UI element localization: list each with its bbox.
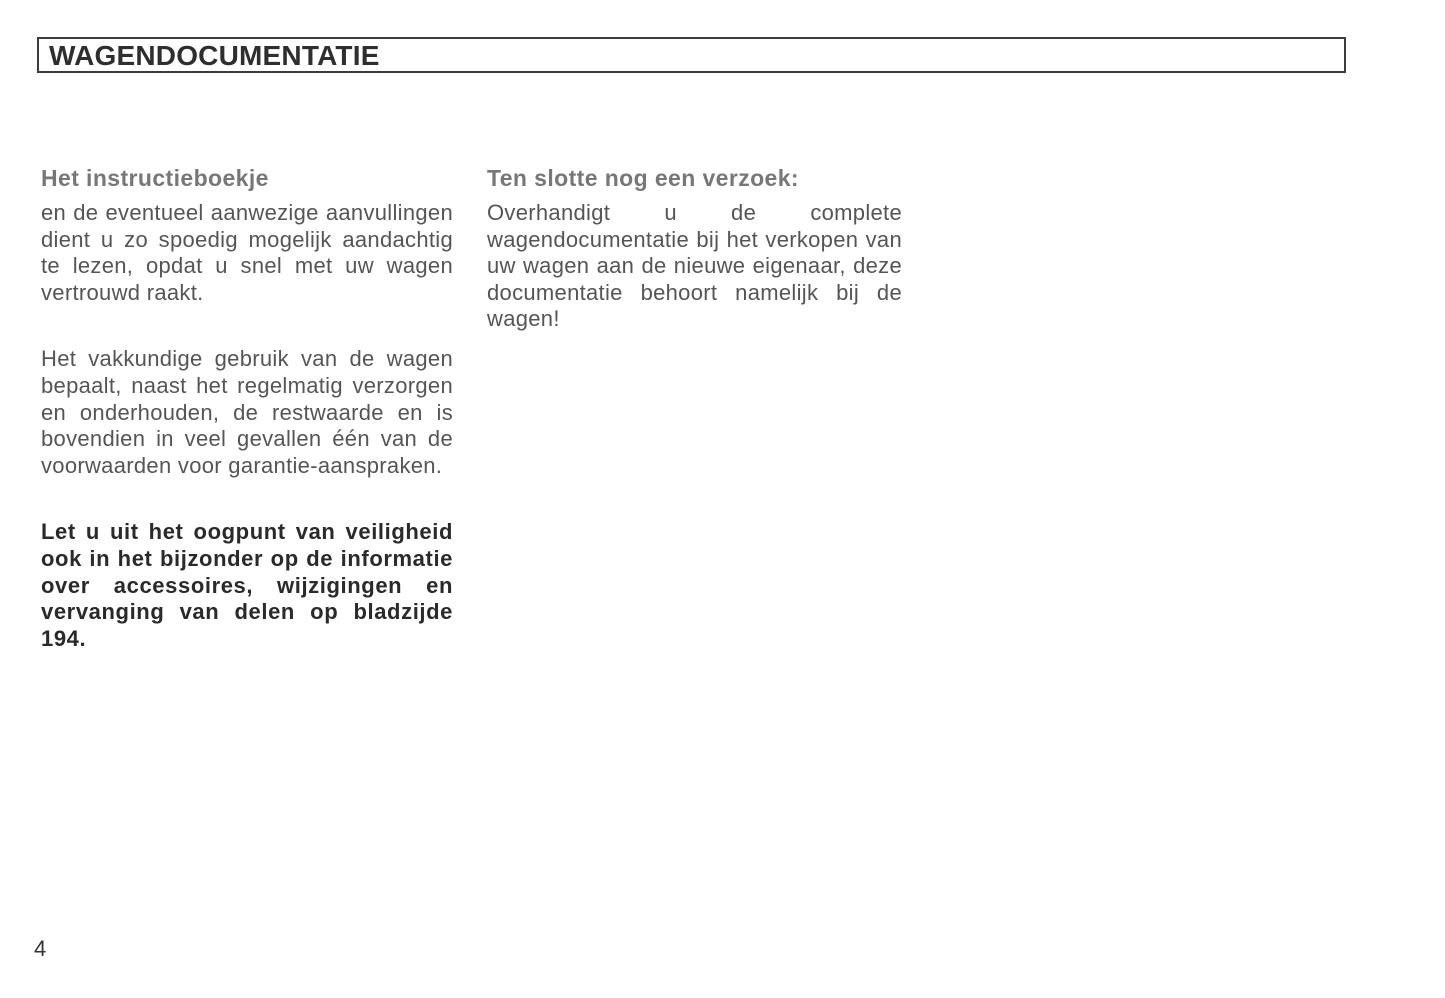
page-number: 4 [34,936,47,961]
page-header-box [37,37,1346,73]
section-heading-instruction-manual: Het instructieboekje [41,165,269,191]
section-heading-final-request: Ten slotte nog een verzoek: [487,165,799,191]
paragraph-hand-over-docs: Overhandigt u de complete wagendocumentatie bij het verkopen van uw wagen aan de nieuwe eigenaar, deze documentatie behoort namelijk bij de wagen! [487,200,902,332]
page-title: WAGENDOCUMENTATIE [49,40,380,71]
right-column [487,162,902,333]
paragraph-proper-use: Het vakkundige gebruik van de wagen bepaalt, naast het regelmatig verzorgen en onderhouden, de restwaarde en is bovendien in veel gevallen één van de voorwaarden voor garantie-aanspraken. [41,346,453,478]
left-column [41,162,453,652]
safety-note: Let u uit het oogpunt van veiligheid ook in het bijzonder op de informatie over accessoires, wijzigingen en vervanging van delen op bladzijde 194. [41,519,453,651]
paragraph-read-manual: en de eventueel aanwezige aanvullingen dient u zo spoedig mogelijk aandachtig te lezen, opdat u snel met uw wagen vertrouwd raakt. [41,200,453,305]
